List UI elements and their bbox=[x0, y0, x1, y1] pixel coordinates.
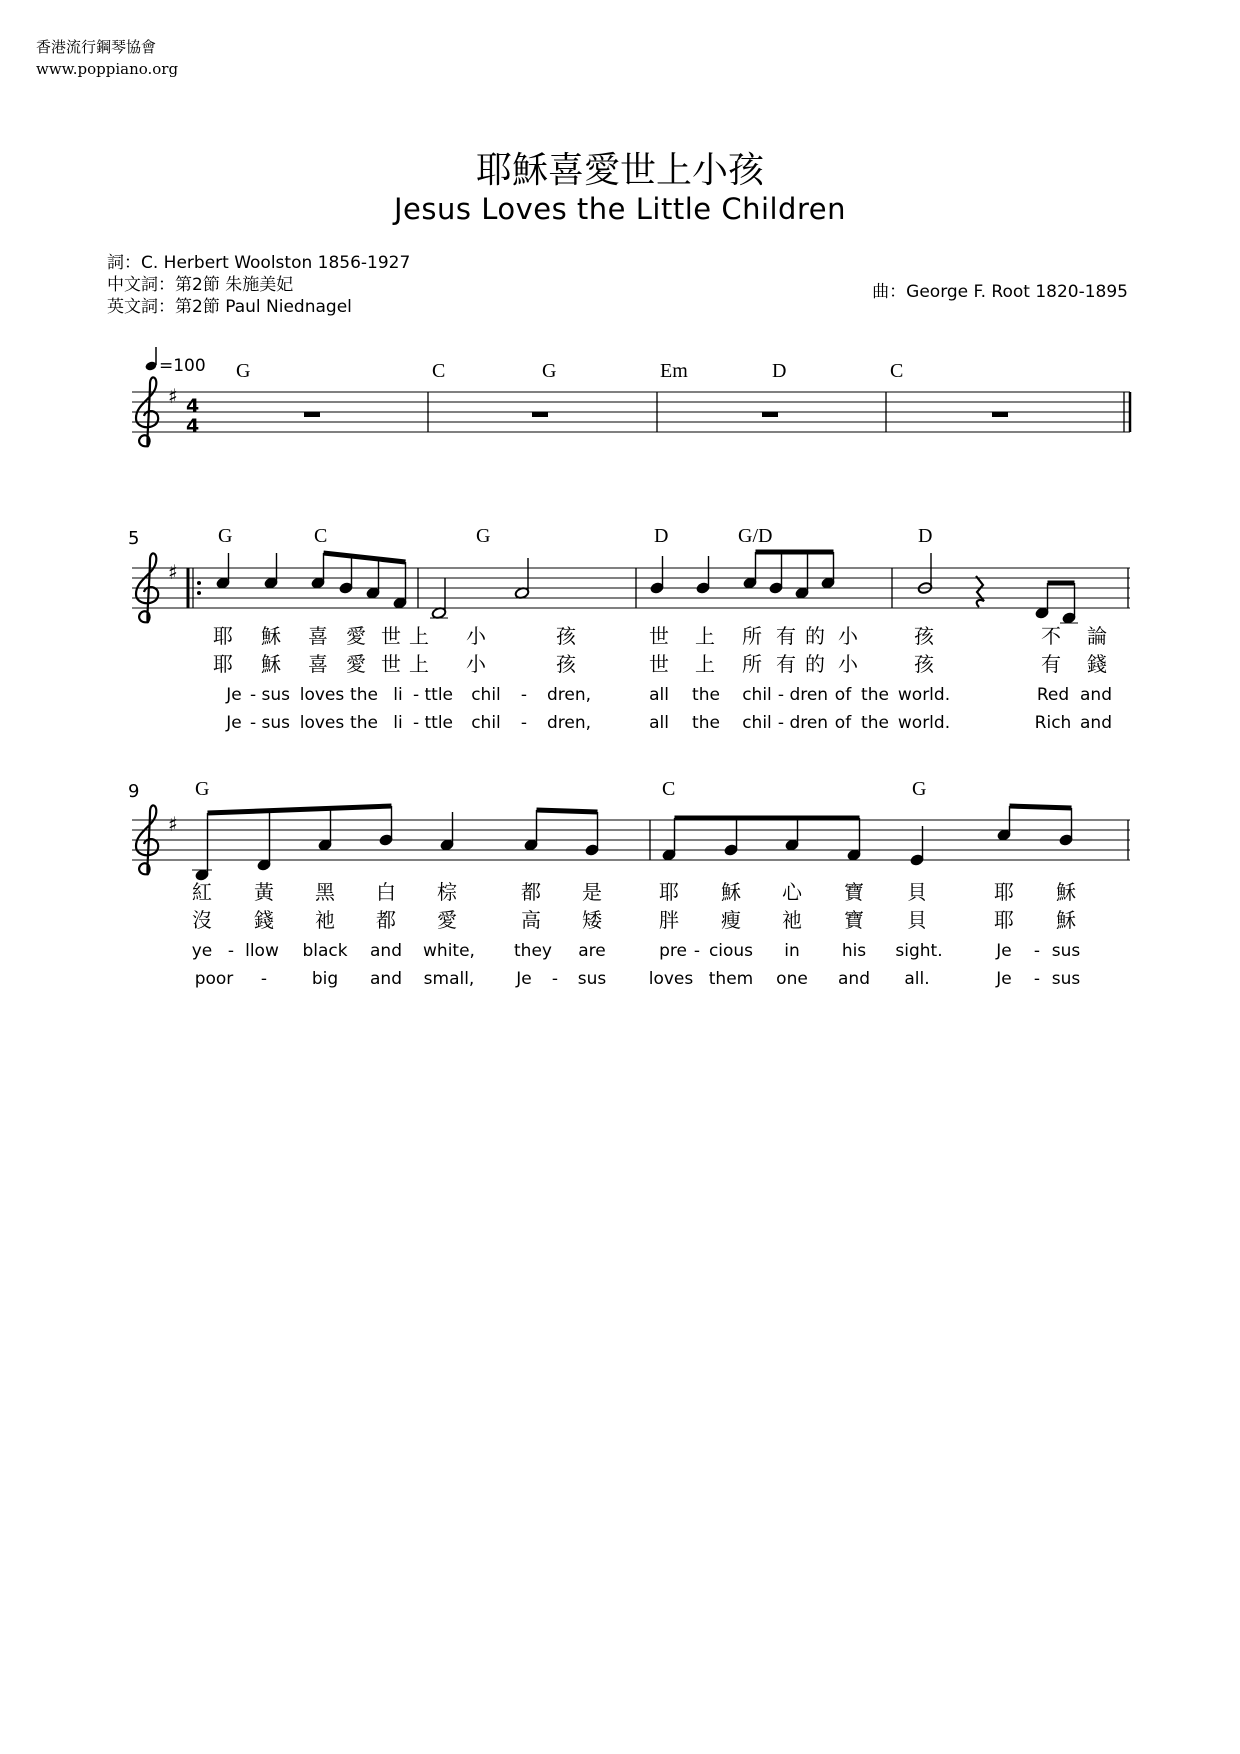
lyric-en-2: one bbox=[776, 969, 808, 989]
lyric-en-2: Rich bbox=[1034, 713, 1072, 733]
lyric-en-1: the bbox=[350, 685, 378, 705]
lyric-zh-2: 的 bbox=[805, 652, 825, 676]
lyric-en-2: - bbox=[260, 969, 268, 989]
lyric-en-1: - bbox=[520, 685, 528, 705]
lyric-zh-1: 都 bbox=[521, 880, 541, 904]
lyric-en-1: - dren bbox=[777, 685, 829, 705]
lyric-zh-2: 矮 bbox=[582, 908, 602, 932]
lyric-zh-2: 世 bbox=[649, 652, 669, 676]
lyric-en-1: - bbox=[693, 941, 701, 961]
title-chinese: 耶穌喜愛世上小孩 bbox=[475, 150, 764, 191]
lyric-en-2: and bbox=[1080, 713, 1112, 733]
notes-measure-5 bbox=[216, 553, 407, 609]
lyric-en-2: Je bbox=[226, 713, 242, 733]
lyric-en-1: dren, bbox=[546, 685, 592, 705]
lyric-zh-2: 孩 bbox=[556, 652, 576, 676]
lyric-en-1: in bbox=[784, 941, 800, 961]
system-3 bbox=[128, 778, 1130, 989]
chord-symbol: D bbox=[772, 360, 787, 382]
system-1 bbox=[132, 347, 1130, 446]
lyric-zh-1: 耶 bbox=[659, 880, 679, 904]
lyric-zh-1: 耶 bbox=[213, 624, 233, 648]
lyric-zh-1: 世 bbox=[649, 624, 669, 648]
lyric-zh-1: 論 bbox=[1087, 624, 1107, 648]
lyric-en-1: his bbox=[841, 941, 867, 961]
lyric-en-1: chil bbox=[471, 685, 501, 705]
lyric-en-1: of bbox=[834, 685, 852, 705]
lyric-en-2: all. bbox=[904, 969, 930, 989]
whole-rest-icon bbox=[762, 412, 778, 417]
notes-measure-8 bbox=[917, 553, 1078, 624]
staff-lines bbox=[132, 820, 1130, 860]
lyric-zh-1: 有 bbox=[776, 624, 796, 648]
chord-symbol: G bbox=[542, 360, 557, 382]
lyric-zh-1: 心 bbox=[782, 880, 802, 904]
lyric-zh-2: 耶 bbox=[994, 908, 1014, 932]
lyric-zh-2: 錢 bbox=[254, 908, 274, 932]
notes-measure-6 bbox=[430, 558, 530, 619]
tempo-marking bbox=[144, 347, 205, 376]
lyric-en-2: all bbox=[649, 713, 669, 733]
lyric-en-2: chil bbox=[471, 713, 501, 733]
lyrics-system-2 bbox=[213, 624, 1107, 676]
lyric-zh-2: 所 bbox=[742, 652, 762, 676]
lyric-zh-2: 小 bbox=[466, 652, 486, 676]
lyric-zh-2: 世 bbox=[381, 652, 401, 676]
lyric-en-2: - bbox=[551, 969, 559, 989]
time-signature-top: 4 bbox=[186, 395, 200, 417]
lyric-zh-2: 愛 bbox=[437, 908, 457, 932]
chord-symbol: D bbox=[918, 525, 933, 547]
lyric-zh-1: 紅 bbox=[192, 880, 212, 904]
lyric-en-2: sus bbox=[577, 969, 607, 989]
lyric-zh-2: 都 bbox=[376, 908, 396, 932]
lyric-en-1: ye bbox=[191, 941, 213, 961]
lyrics-system-3 bbox=[192, 880, 1076, 932]
lyric-zh-1: 穌 bbox=[261, 624, 281, 648]
credit-chinese-lyrics: 中文詞：第2節 朱施美妃 bbox=[107, 275, 294, 295]
lyric-en-2: of bbox=[834, 713, 852, 733]
lyric-zh-1: 白 bbox=[376, 880, 396, 904]
lyric-zh-2: 有 bbox=[776, 652, 796, 676]
lyric-zh-1: 棕 bbox=[437, 880, 457, 904]
lyric-en-1: and bbox=[1080, 685, 1112, 705]
sharp-icon: ♯ bbox=[168, 560, 178, 584]
lyric-zh-2: 祂 bbox=[782, 908, 802, 932]
notes-measure-10 bbox=[662, 806, 1073, 866]
lyric-en-1: sight. bbox=[895, 941, 943, 961]
lyric-en-1: the bbox=[861, 685, 889, 705]
sharp-icon: ♯ bbox=[168, 812, 178, 836]
credit-music: 曲：George F. Root 1820-1895 bbox=[872, 282, 1128, 302]
lyric-en-1: cious bbox=[708, 941, 754, 961]
whole-rest-icon bbox=[992, 412, 1008, 417]
lyric-zh-2: 有 bbox=[1041, 652, 1061, 676]
whole-rest-icon bbox=[304, 412, 320, 417]
lyric-en-1: Je bbox=[996, 941, 1012, 961]
credit-english-lyrics: 英文詞：第2節 Paul Niednagel bbox=[107, 297, 352, 317]
lyric-en-1: Red bbox=[1036, 685, 1070, 705]
lyric-en-2: small, bbox=[423, 969, 475, 989]
chord-symbol: G/D bbox=[738, 525, 773, 547]
measure-number: 5 bbox=[128, 528, 140, 549]
lyric-zh-1: 不 bbox=[1041, 624, 1061, 648]
time-signature-bottom: 4 bbox=[186, 415, 200, 437]
lyric-en-2: - ttle bbox=[412, 713, 454, 733]
lyric-zh-2: 祂 bbox=[315, 908, 335, 932]
lyric-zh-2: 上 bbox=[695, 652, 715, 676]
staff-lines bbox=[132, 392, 1130, 432]
lyric-zh-1: 孩 bbox=[914, 624, 934, 648]
lyric-en-1: are bbox=[578, 941, 606, 961]
lyric-en-2: the bbox=[692, 713, 720, 733]
title-english: Jesus Loves the Little Children bbox=[394, 192, 846, 226]
lyric-zh-1: 耶 bbox=[994, 880, 1014, 904]
lyric-zh-1: 貝 bbox=[907, 880, 927, 904]
lyric-en-2: - dren bbox=[777, 713, 829, 733]
credit-lyrics: 詞：C. Herbert Woolston 1856-1927 bbox=[107, 253, 411, 273]
chord-symbol: G bbox=[195, 778, 210, 800]
lyric-en-2: Je bbox=[516, 969, 532, 989]
lyric-zh-1: 上 bbox=[695, 624, 715, 648]
lyric-en-2: - bbox=[520, 713, 528, 733]
lyric-en-1: white, bbox=[423, 941, 475, 961]
lyric-zh-2: 孩 bbox=[914, 652, 934, 676]
lyric-en-2: chil bbox=[742, 713, 772, 733]
lyric-en-1: they bbox=[514, 941, 552, 961]
lyric-en-2: poor bbox=[194, 969, 234, 989]
lyric-en-1: loves bbox=[299, 685, 345, 705]
tempo-value: =100 bbox=[159, 356, 206, 376]
chord-symbol: D bbox=[654, 525, 669, 547]
lyric-zh-2: 上 bbox=[409, 652, 429, 676]
lyric-en-2: - bbox=[1033, 969, 1041, 989]
lyric-zh-1: 所 bbox=[742, 624, 762, 648]
lyric-zh-2: 耶 bbox=[213, 652, 233, 676]
chord-symbol: G bbox=[912, 778, 927, 800]
lyric-zh-1: 是 bbox=[582, 880, 602, 904]
lyric-en-1: - ttle bbox=[412, 685, 454, 705]
lyric-zh-1: 小 bbox=[838, 624, 858, 648]
lyric-zh-1: 小 bbox=[466, 624, 486, 648]
lyric-zh-2: 胖 bbox=[659, 908, 679, 932]
chord-symbol: G bbox=[236, 360, 251, 382]
lyric-zh-2: 高 bbox=[521, 908, 541, 932]
chord-symbol: Em bbox=[660, 360, 688, 382]
lyric-zh-1: 黃 bbox=[254, 880, 274, 904]
lyric-en-1: li bbox=[393, 685, 403, 705]
lyric-zh-2: 穌 bbox=[1056, 908, 1076, 932]
lyric-en-1: - sus bbox=[249, 685, 291, 705]
lyrics-en-system-3 bbox=[192, 941, 1081, 989]
publisher-website[interactable]: www.poppiano.org bbox=[36, 60, 179, 78]
chord-symbol: C bbox=[890, 360, 904, 382]
lyric-zh-2: 寶 bbox=[844, 908, 864, 932]
lyric-en-1: all bbox=[649, 685, 669, 705]
chord-symbol: G bbox=[476, 525, 491, 547]
notes-measure-7 bbox=[650, 552, 835, 599]
lyric-zh-1: 穌 bbox=[721, 880, 741, 904]
lyric-zh-2: 瘦 bbox=[721, 908, 741, 932]
lyric-zh-2: 小 bbox=[838, 652, 858, 676]
chord-symbol: C bbox=[314, 525, 328, 547]
lyric-en-2: and bbox=[838, 969, 870, 989]
lyric-en-1: and bbox=[370, 941, 402, 961]
notes-measure-9 bbox=[192, 806, 599, 881]
lyric-en-1: - bbox=[227, 941, 235, 961]
lyric-en-1: Je bbox=[226, 685, 242, 705]
lyric-en-2: - sus bbox=[249, 713, 291, 733]
whole-rest-icon bbox=[532, 412, 548, 417]
lyrics-en-system-2 bbox=[225, 685, 1112, 733]
lyric-zh-1: 黑 bbox=[315, 880, 335, 904]
lyric-zh-1: 上 bbox=[409, 624, 429, 648]
lyric-zh-1: 穌 bbox=[1056, 880, 1076, 904]
lyric-zh-1: 的 bbox=[805, 624, 825, 648]
lyric-zh-2: 貝 bbox=[907, 908, 927, 932]
lyric-en-1: sus bbox=[1051, 941, 1081, 961]
chord-symbol: G bbox=[218, 525, 233, 547]
lyric-en-1: black bbox=[302, 941, 348, 961]
publisher-name: 香港流行鋼琴協會 bbox=[36, 38, 157, 56]
lyric-en-2: loves bbox=[648, 969, 694, 989]
quarter-rest-icon bbox=[976, 576, 984, 607]
lyric-zh-1: 寶 bbox=[844, 880, 864, 904]
lyric-en-2: them bbox=[708, 969, 754, 989]
lyric-zh-1: 孩 bbox=[556, 624, 576, 648]
lyric-zh-2: 沒 bbox=[192, 908, 212, 932]
lyric-en-1: llow bbox=[245, 941, 279, 961]
lyric-en-2: Je bbox=[996, 969, 1012, 989]
chord-symbol: C bbox=[432, 360, 446, 382]
lyric-en-2: world. bbox=[897, 713, 951, 733]
measure-number: 9 bbox=[128, 781, 140, 802]
lyric-zh-2: 錢 bbox=[1087, 652, 1107, 676]
lyric-zh-2: 穌 bbox=[261, 652, 281, 676]
lyric-en-1: world. bbox=[897, 685, 951, 705]
lyric-zh-1: 愛 bbox=[346, 624, 366, 648]
system-2 bbox=[128, 525, 1130, 733]
lyric-en-1: pre bbox=[659, 941, 687, 961]
lyric-en-2: li bbox=[393, 713, 403, 733]
sharp-icon: ♯ bbox=[168, 384, 178, 408]
lyric-zh-2: 喜 bbox=[308, 652, 328, 676]
lyric-en-2: the bbox=[350, 713, 378, 733]
lyric-zh-1: 世 bbox=[381, 624, 401, 648]
lyric-en-2: loves bbox=[299, 713, 345, 733]
lyric-en-2: sus bbox=[1051, 969, 1081, 989]
lyric-en-2: big bbox=[311, 969, 339, 989]
lyric-en-2: and bbox=[370, 969, 402, 989]
chord-symbol: C bbox=[662, 778, 676, 800]
lyric-zh-1: 喜 bbox=[308, 624, 328, 648]
lyric-en-2: the bbox=[861, 713, 889, 733]
lyric-en-1: chil bbox=[742, 685, 772, 705]
lyric-en-1: the bbox=[692, 685, 720, 705]
lyric-zh-2: 愛 bbox=[346, 652, 366, 676]
lyric-en-1: - bbox=[1033, 941, 1041, 961]
lyric-en-2: dren, bbox=[546, 713, 592, 733]
